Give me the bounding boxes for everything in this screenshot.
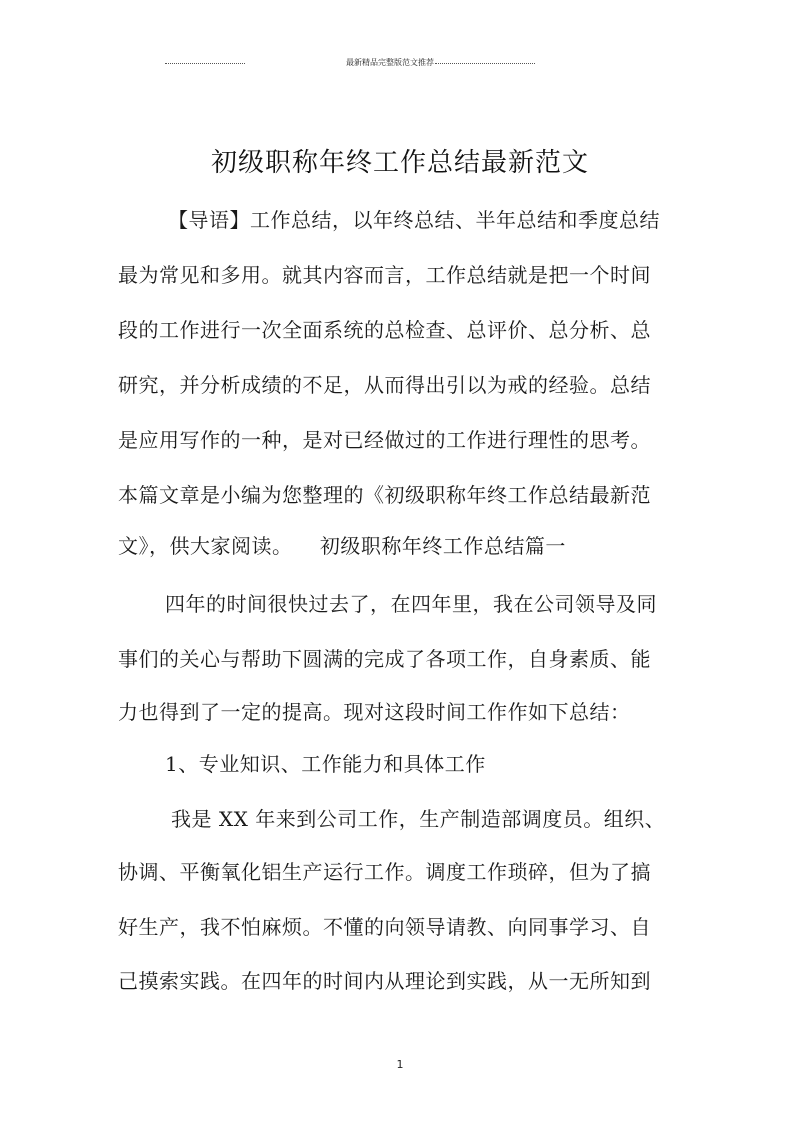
document-title: 初级职称年终工作总结最新范文: [210, 148, 589, 178]
header-rule-right: [435, 63, 535, 64]
body-line: 本篇文章是小编为您整理的《初级职称年终工作总结最新范: [118, 483, 651, 507]
body-line: 是应用写作的一种，是对已经做过的工作进行理性的思考。: [118, 428, 651, 452]
body-line: 好生产，我不怕麻烦。不懂的向领导请教、向同事学习、自: [118, 915, 651, 939]
header-text: 最新精品完整版范文推荐: [346, 57, 434, 67]
body-line: 己摸索实践。在四年的时间内从理论到实践，从一无所知到: [118, 969, 651, 993]
body-line: 力也得到了一定的提高。现对这段时间工作作如下总结：: [118, 700, 631, 724]
body-line: 最为常见和多用。就其内容而言，工作总结就是把一个时间: [118, 263, 651, 287]
page-header: [165, 56, 535, 68]
body-line: 四年的时间很快过去了，在四年里，我在公司领导及同: [165, 592, 657, 616]
header-rule-left: [165, 63, 245, 64]
body-line: 事们的关心与帮助下圆满的完成了各项工作，自身素质、能: [118, 647, 651, 671]
body-line: 我是 XX 年来到公司工作，生产制造部调度员。组织、: [171, 807, 666, 831]
body-line: 协调、平衡氧化铝生产运行工作。调度工作琐碎，但为了搞: [118, 860, 651, 884]
page-number: 1: [396, 1058, 404, 1071]
body-line: 【导语】工作总结，以年终总结、半年总结和季度总结: [168, 208, 660, 232]
body-line: 文》，供大家阅读。 初级职称年终工作总结篇一: [118, 534, 566, 558]
section-heading: 1、专业知识、工作能力和具体工作: [165, 752, 486, 776]
body-line: 段的工作进行一次全面系统的总检查、总评价、总分析、总: [118, 318, 651, 342]
body-line: 研究，并分析成绩的不足，从而得出引以为戒的经验。总结: [118, 373, 651, 397]
